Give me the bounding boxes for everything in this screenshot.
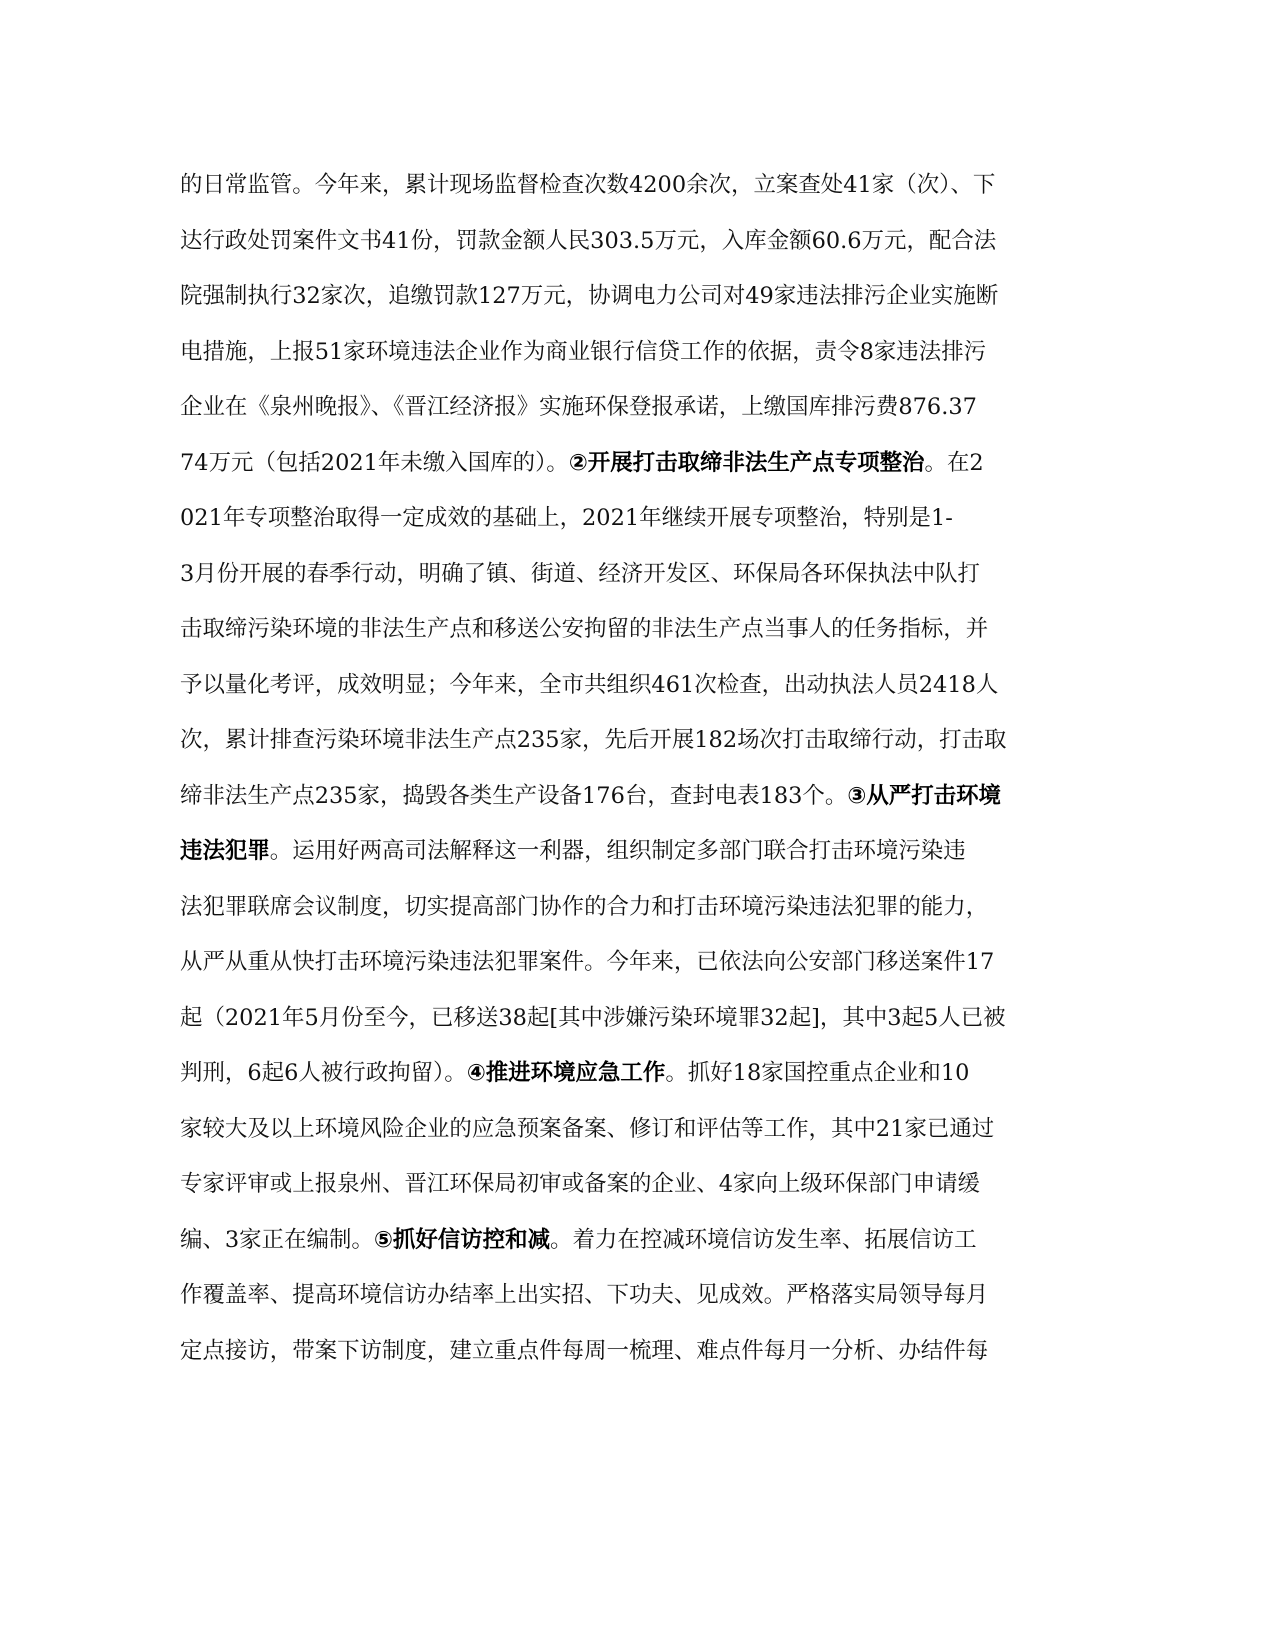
text-line [180, 769, 1038, 825]
body-text-segment: 院强制执行32家次，追缴罚款127万元，协调电力公司对49家违法排污企业实施断 [180, 283, 999, 309]
body-text-segment: 企业在《泉州晚报》、《晋江经济报》实施环保登报承诺，上缴国库排污费876.37 [180, 394, 977, 420]
body-text-segment: 。抓好18家国控重点企业和10 [665, 1060, 970, 1086]
body-text-segment: 从严从重从快打击环境污染违法犯罪案件。今年来，已依法向公安部门移送案件17 [180, 949, 995, 975]
bold-heading-text: ④推进环境应急工作 [466, 1060, 666, 1086]
body-text-segment: 达行政处罚案件文书41份，罚款金额人民303.5万元，入库金额60.6万元，配合法 [180, 227, 997, 254]
body-text-segment: 缔非法生产点235家，捣毁各类生产设备176台，查封电表183个。 [180, 782, 848, 809]
text-line [180, 214, 1038, 270]
text-line [180, 1213, 1038, 1269]
text-line [180, 602, 1038, 658]
bold-heading-text: ⑤抓好信访控和减 [373, 1226, 551, 1253]
body-text-segment: 法犯罪联席会议制度，切实提高部门协作的合力和打击环境污染违法犯罪的能力， [180, 893, 989, 920]
text-line [180, 436, 1038, 492]
body-text-segment: 电措施，上报51家环境违法企业作为商业银行信贷工作的依据，责令8家违法排污 [180, 338, 987, 365]
body-text-segment: 击取缔污染环境的非法生产点和移送公安拘留的非法生产点当事人的任务指标，并 [180, 616, 989, 642]
text-line [180, 547, 1038, 603]
body-text-segment: 。在2 [924, 449, 984, 476]
text-line [180, 1046, 1038, 1102]
text-line [180, 491, 1038, 547]
text-line [180, 880, 1038, 936]
text-line [180, 1157, 1038, 1213]
text-line [180, 713, 1038, 769]
body-text-segment: 定点接访，带案下访制度，建立重点件每周一梳理、难点件每月一分析、办结件每 [180, 1337, 989, 1364]
text-line [180, 824, 1038, 880]
body-text-segment: 的日常监管。今年来，累计现场监督检查次数4200余次，立案查处41家（次）、下 [180, 172, 996, 198]
body-text-segment: 021年专项整治取得一定成效的基础上，2021年继续开展专项整治，特别是1- [180, 505, 953, 531]
text-line [180, 658, 1038, 714]
bold-heading-text: 违法犯罪 [180, 838, 270, 864]
text-line [180, 935, 1038, 991]
body-text-segment: 次，累计排查污染环境非法生产点235家，先后开展182场次打击取缔行动，打击取 [180, 727, 1007, 753]
body-text-segment: 家较大及以上环境风险企业的应急预案备案、修订和评估等工作，其中21家已通过 [180, 1115, 995, 1142]
text-line [180, 269, 1038, 325]
text-line [180, 380, 1038, 436]
body-text-segment: 予以量化考评，成效明显；今年来，全市共组织461次检查，出动执法人员2418人 [180, 671, 999, 698]
body-text-segment: 。运用好两高司法解释这一利器，组织制定多部门联合打击环境污染违 [269, 838, 966, 864]
body-text-segment: 74万元（包括2021年未缴入国库的）。 [180, 449, 569, 476]
body-text-segment: 判刑，6起6人被行政拘留）。 [180, 1060, 467, 1086]
text-line [180, 1324, 1038, 1380]
body-text-segment: 起（2021年5月份至今，已移送38起[其中涉嫌污染环境罪32起]，其中3起5人已被 [180, 1004, 1006, 1031]
text-line [180, 1102, 1038, 1158]
text-line [180, 158, 1038, 214]
body-text-segment: 作覆盖率、提高环境信访办结率上出实招、下功夫、见成效。严格落实局领导每月 [180, 1282, 989, 1308]
body-text-segment: 3月份开展的春季行动，明确了镇、街道、经济开发区、环保局各环保执法中队打 [180, 560, 980, 587]
body-text-segment: 专家评审或上报泉州、晋江环保局初审或备案的企业、4家向上级环保部门申请缓 [180, 1171, 980, 1197]
bold-heading-text: ②开展打击取缔非法生产点专项整治 [568, 449, 925, 476]
body-text-segment: 。着力在控减环境信访发生率、拓展信访工 [550, 1226, 977, 1253]
text-line [180, 1268, 1038, 1324]
text-line [180, 325, 1038, 381]
body-text [180, 158, 1040, 1379]
text-line [180, 991, 1038, 1047]
body-text-segment: 编、3家正在编制。 [180, 1226, 374, 1253]
bold-heading-text: ③从严打击环境 [847, 782, 1002, 809]
